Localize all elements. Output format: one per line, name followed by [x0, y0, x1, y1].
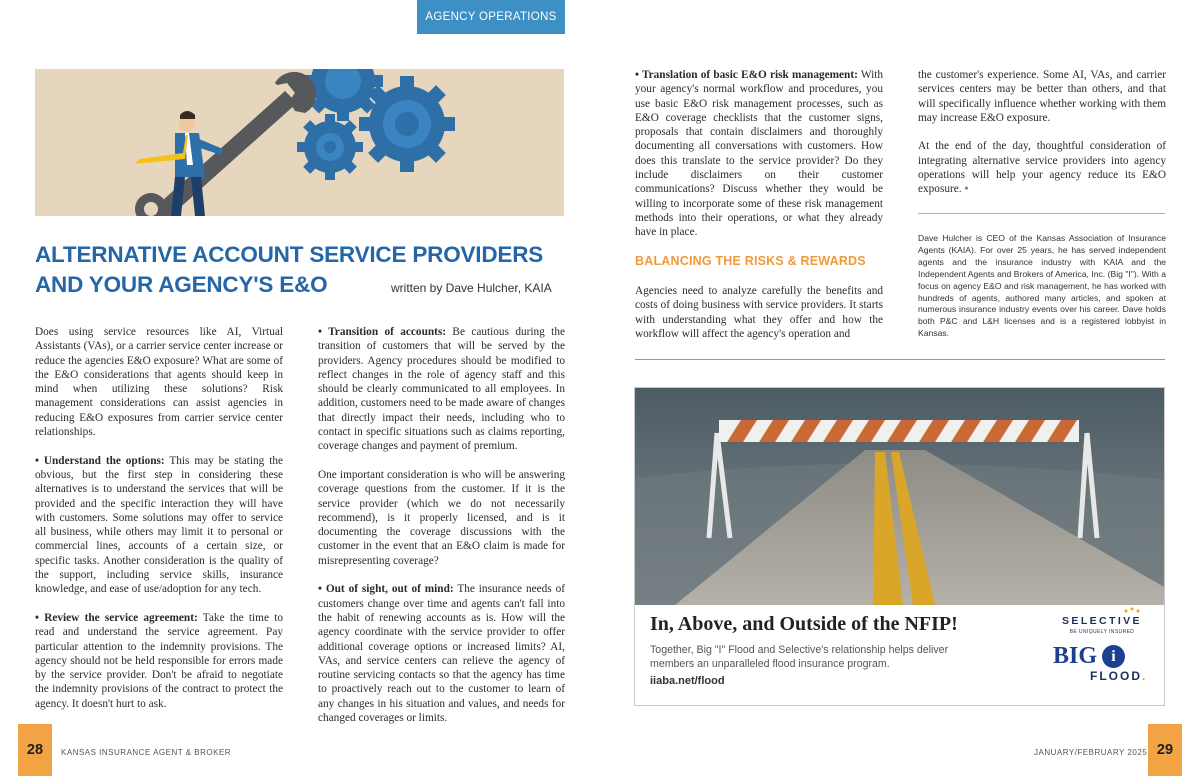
- body-paragraph: Agencies need to analyze carefully the benefits and costs of doing business with service providers. It starts with understanding what they offer and how the workflow will affect the agency's operation and: [635, 285, 883, 341]
- gear-small: [297, 114, 363, 180]
- bullet-transition-accounts: [318, 325, 565, 454]
- article-column-4: [918, 68, 1166, 211]
- intro-paragraph: Does using service resources like AI, Virtual Assistants (VAs), or a carrier service center increase or reduce the agencies E&O exposure? What are some of the E&O considerations that agents should keep in mind when utilizing these solutions? Risk management considerations can assist agencies in reducing E&O exposures from carrier service center relationships.: [35, 326, 283, 439]
- selective-logo-dots-icon: [1123, 606, 1143, 614]
- page-number-left: 28: [18, 724, 52, 776]
- bullet-translation-risk: [635, 68, 883, 240]
- ad-divider: [635, 359, 1165, 360]
- bullet-out-of-sight: [318, 582, 565, 725]
- page-number-right: 29: [1148, 724, 1182, 776]
- section-tab: AGENCY OPERATIONS: [417, 0, 565, 34]
- bio-divider: [918, 213, 1165, 214]
- big-i-logo-word: BIG: [1053, 643, 1098, 669]
- ad-title: In, Above, and Outside of the NFIP!: [650, 613, 958, 635]
- selective-logo: SELECTIVE: [1062, 615, 1142, 627]
- gears-wrench-illustration: [35, 69, 564, 216]
- author-bio: Dave Hulcher is CEO of the Kansas Association of Insurance Agents (KAIA). For over 25 years, he has served independent agents and the insurance industry with KAIA and the Independent Agents and Brokers of America, Inc. (Big "I"). With a focus on agency E&O and risk management, he has worked with hundreds of agents, authored many articles, and spoken at numerous insurance industry events over his career. Dave holds both P&C and L&H licenses and is a registered lobbyist in Kansas.: [918, 233, 1166, 339]
- bullet-review-agreement: [35, 611, 283, 711]
- end-mark: •: [964, 183, 969, 196]
- bullet-title: Transition of accounts:: [328, 326, 447, 338]
- wrench: [135, 72, 316, 216]
- body-paragraph: One important consideration is who will be answering coverage questions from the customer. If it is the service provider (which we do not necessarily recommend), is it properly licensed, and is it documenting the coverage discussions with the customer in the event that an E&O claim is made for misrepresenting coverage?: [318, 468, 565, 567]
- flood-advertisement[interactable]: [634, 387, 1165, 706]
- bullet-text: This may be stating the obvious, but the first step in considering these alternatives is to understand the services that will be provided and the specific interaction they will have with customers. Some solutions may offer to service all business, while others may limit it to personal or commercial lines, accounts of a certain size, or specific tasks. Another consideration is the quality of the support, including service skills, insurance knowledge, and ease of use/adoption for any tech.: [35, 454, 283, 596]
- body-paragraph: the customer's experience. Some AI, VAs, and carrier services centers may be better than others, and that will specifically influence whether working with them may increase E&O exposure.: [918, 69, 1166, 124]
- flood-dot: .: [1142, 669, 1148, 683]
- flooded-road-photo: [635, 388, 1165, 605]
- publication-name: KANSAS INSURANCE AGENT & BROKER: [61, 748, 232, 757]
- bullet-title: Out of sight, out of mind:: [325, 583, 454, 596]
- article-column-1: [35, 325, 283, 725]
- ad-description: Together, Big "I" Flood and Selective's relationship helps deliver members an unparalleled flood insurance program.: [650, 644, 949, 670]
- bullet-title: Understand the options:: [43, 454, 165, 467]
- byline: written by Dave Hulcher, KAIA: [391, 281, 552, 295]
- barricade-board: [719, 420, 1079, 442]
- big-i-logo-icon: i: [1102, 645, 1125, 668]
- closing-text: At the end of the day, thoughtful consideration of integrating alternative service providers into agency operations will help your agency reduce its E&O exposure.: [918, 140, 1166, 196]
- issue-date: JANUARY/FEBRUARY 2025: [1034, 748, 1148, 757]
- bullet-text: Be cautious during the transition of customers that will be served by the providers. Agency procedures should be modified to reflect changes in the role of agency staff and this should be clearly communicated to all employees. In addition, customers need to be made aware of changes that directly impact their needs, including who to contact in specific situations such as claims reporting, coverage changes and payment of premium.: [318, 326, 565, 453]
- headline-line-1: ALTERNATIVE ACCOUNT SERVICE PROVIDERS: [35, 242, 544, 267]
- section-subhead: BALANCING THE RISKS & REWARDS: [635, 253, 866, 268]
- bullet-text: The insurance needs of customers change over time and agents can't fall into the habit of renewing accounts as is. How will the agency coordinate with the service provider to offer additional coverage options or increased limits? AI, VAs, and service centers can relieve the agency of routine servicing contacts so that the agency has time to proactively reach out to the customer to learn of any changes in his situation and values, and needs for changed coverages or limits.: [318, 583, 565, 725]
- article-column-3: [635, 68, 883, 356]
- flood-word: FLOOD: [1090, 669, 1142, 683]
- article-column-2: [318, 325, 565, 740]
- selective-tagline: BE UNIQUELY INSURED: [1069, 629, 1135, 635]
- ad-link[interactable]: iiaba.net/flood: [650, 675, 725, 687]
- flood-logo-word: [1090, 669, 1147, 683]
- bullet-text: Take the time to read and understand the service agreement. Pay particular attention to the indemnity provisions. The agency should not be held responsible for errors made by the service provider. Don't be afraid to negotiate the indemnity provisions of the contract to protect the agency. It doesn't hurt to ask.: [35, 611, 283, 710]
- closing-paragraph: [918, 139, 1166, 196]
- hero-illustration: [35, 69, 564, 216]
- bullet-title: Review the service agreement:: [44, 611, 198, 624]
- bullet-understand-options: [35, 454, 283, 597]
- bullet-text: With your agency's normal workflow and procedures, you use basic E&O risk management processes, such as E&O coverage checklists that the customer signs, proposals that contain disclaimers and thoroughly documenting all conversations with customers. How does this translate to the service provider? Do they include disclaimers on their customer communications? Discuss whether they would be willing to incorporate some of these risk management methods into their operations, or what they already have in place.: [635, 69, 883, 239]
- bullet-title: Translation of basic E&O risk management:: [641, 69, 858, 81]
- headline-line-2: AND YOUR AGENCY'S E&O: [35, 272, 328, 297]
